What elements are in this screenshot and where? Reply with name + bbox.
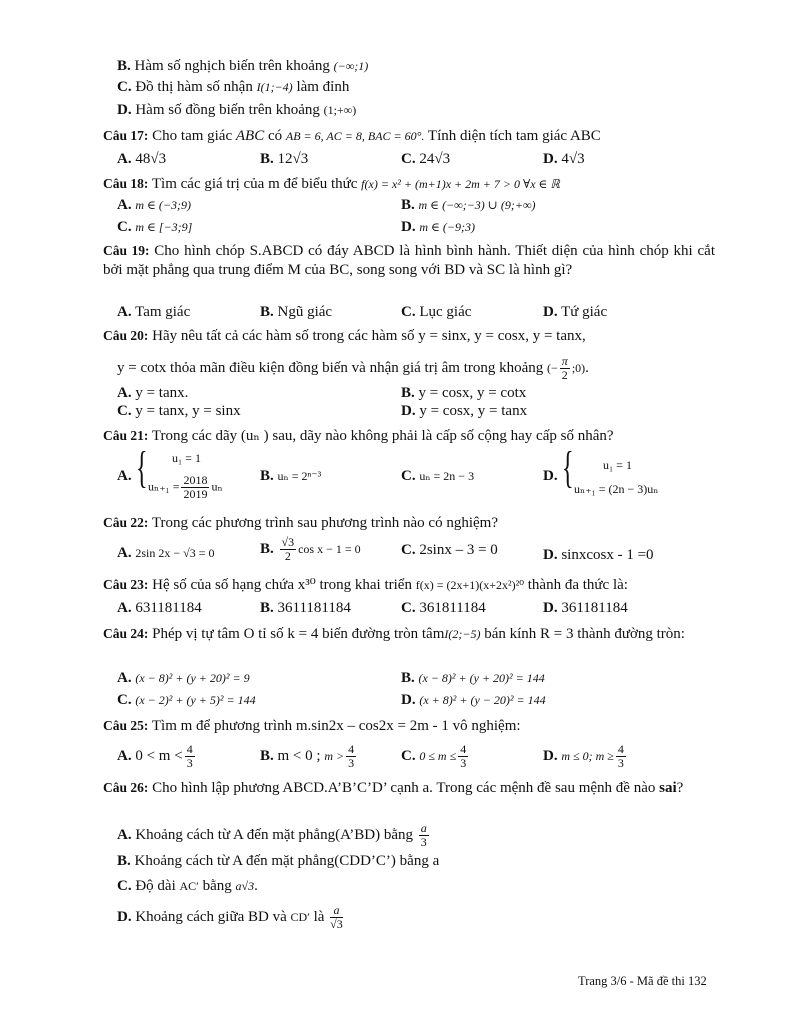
option-value: 24√3 xyxy=(419,151,451,167)
option-d xyxy=(543,150,585,168)
option-label: A. xyxy=(117,747,132,764)
system-line-2: uₙ₊₁ = (2n − 3)uₙ xyxy=(574,482,659,496)
question-math: f(x) = x² + (m+1)x + 2m + 7 > 0 ∀x ∈ ℝ xyxy=(361,177,560,191)
option-label: B. xyxy=(401,670,415,686)
option-label: B. xyxy=(401,197,415,213)
option-value: y = tanx. xyxy=(135,385,189,401)
option-value: 2sinx – 3 = 0 xyxy=(419,542,498,558)
question-18 xyxy=(103,175,560,193)
option-label: B. xyxy=(117,853,131,869)
fraction xyxy=(616,743,626,770)
option-c xyxy=(401,743,470,770)
option-value: 631181184 xyxy=(135,600,202,616)
question-26 xyxy=(103,778,715,798)
option-label: C. xyxy=(117,219,132,235)
option-c xyxy=(117,402,241,420)
question-math: ABC xyxy=(235,128,265,144)
option-label: A. xyxy=(117,151,132,167)
option-value: (x − 8)² + (y + 20)² = 144 xyxy=(418,671,545,685)
option-a xyxy=(117,599,202,617)
option-label: D. xyxy=(543,151,558,167)
option-value: uₙ = 2ⁿ⁻³ xyxy=(277,469,322,483)
fraction-denominator: 2 xyxy=(561,368,568,382)
option-c xyxy=(401,467,474,485)
option-a xyxy=(117,544,214,562)
fraction-denominator: 3 xyxy=(420,835,427,849)
option-label: C. xyxy=(117,878,132,894)
option-label: A. xyxy=(117,468,132,484)
option-text: bằng xyxy=(202,878,232,894)
question-text: bán kính R = 3 thành đường tròn: xyxy=(484,626,685,642)
fraction xyxy=(458,743,468,770)
fraction-numerator: 4 xyxy=(460,742,467,756)
fraction xyxy=(181,474,209,501)
fraction xyxy=(280,536,297,563)
option-label: D. xyxy=(543,747,558,764)
option-label: A. xyxy=(117,197,132,213)
recurrence-rhs: uₙ xyxy=(211,479,223,494)
option-label: D. xyxy=(543,600,558,616)
option-label: B. xyxy=(260,468,274,484)
option-label: D. xyxy=(117,102,132,118)
option-c xyxy=(117,218,192,236)
option-label: C. xyxy=(401,747,416,764)
recurrence-lhs: uₙ₊₁ = xyxy=(148,479,180,494)
option-b xyxy=(260,150,308,168)
option-d xyxy=(401,402,527,420)
question-text: thành đa thức là: xyxy=(527,577,628,593)
option-a xyxy=(117,150,166,168)
question-text: có xyxy=(267,128,283,144)
option-b xyxy=(401,384,526,402)
option-c-prev xyxy=(117,78,349,96)
option-label: B. xyxy=(260,304,274,320)
question-label: Câu 21: xyxy=(103,428,149,443)
option-value: 361181184 xyxy=(561,600,628,616)
option-value: 48√3 xyxy=(135,151,167,167)
option-text: Đồ thị hàm số nhận xyxy=(135,79,253,95)
fraction xyxy=(346,743,356,770)
fraction-numerator: a xyxy=(420,821,427,835)
option-label: C. xyxy=(117,403,132,419)
option-text: Hàm số đồng biến trên khoảng xyxy=(135,102,320,118)
option-after: làm đỉnh xyxy=(296,79,350,95)
system-line-2 xyxy=(148,474,223,501)
option-c xyxy=(401,599,486,617)
period: . xyxy=(585,359,589,376)
question-text: Hệ số của số hạng chứa x³⁰ trong khai triển xyxy=(152,577,412,593)
question-25 xyxy=(103,717,521,735)
option-math: (−∞;1) xyxy=(333,59,369,73)
fraction-denominator: 3 xyxy=(460,756,467,770)
question-21 xyxy=(103,427,614,445)
option-value: (x − 2)² + (y + 5)² = 144 xyxy=(135,693,256,707)
system-line-1: u₁ = 1 xyxy=(603,458,632,472)
option-a xyxy=(117,669,250,687)
option-label: D. xyxy=(401,403,416,419)
option-c xyxy=(401,150,450,168)
option-value: Ngũ giác xyxy=(277,304,333,320)
question-text: Phép vị tự tâm O tỉ số k = 4 biến đường tròn tâm xyxy=(152,626,445,642)
option-b-prev xyxy=(117,57,368,75)
question-text: Cho hình lập phương ABCD.A’B’C’D’ cạnh a. Trong các mệnh đề sau mệnh đề nào xyxy=(152,780,656,796)
option-value: m ∈ [−3;9] xyxy=(135,220,193,234)
option-value: y = tanx, y = sinx xyxy=(135,403,241,419)
option-a xyxy=(117,467,132,485)
option-value: (x + 8)² + (y − 20)² = 144 xyxy=(419,693,546,707)
option-value: 12√3 xyxy=(277,151,309,167)
question-17 xyxy=(103,127,601,145)
option-label: D. xyxy=(117,908,132,925)
option-label: D. xyxy=(543,304,558,320)
option-value: uₙ = 2n − 3 xyxy=(419,469,475,483)
question-label: Câu 26: xyxy=(103,780,149,795)
question-text: Tính diện tích tam giác ABC xyxy=(427,128,601,144)
question-20 xyxy=(103,327,586,345)
option-d xyxy=(401,691,546,709)
option-label: B. xyxy=(260,600,274,616)
fraction-numerator: 4 xyxy=(186,742,193,756)
fraction-denominator: 3 xyxy=(617,756,624,770)
option-math: (1;+∞) xyxy=(323,103,357,117)
option-value: m ≤ 0; m ≥ xyxy=(561,748,614,763)
option-math: a√3 xyxy=(235,879,255,893)
option-label: C. xyxy=(401,304,416,320)
question-label: Câu 19: xyxy=(103,243,150,258)
question-label: Câu 18: xyxy=(103,176,149,191)
question-math: I(2;−5) xyxy=(444,627,481,641)
option-b xyxy=(401,669,545,687)
option-a xyxy=(117,196,191,214)
option-b xyxy=(401,196,536,214)
fraction xyxy=(185,743,195,770)
option-value: m ∈ (−∞;−3) ∪ (9;+∞) xyxy=(418,198,536,212)
fraction-numerator: 2018 xyxy=(183,473,208,487)
option-label: D. xyxy=(401,692,416,708)
option-value: m > xyxy=(324,748,345,763)
question-emphasis: sai xyxy=(659,780,677,796)
option-value: 361811184 xyxy=(419,600,486,616)
option-value: 3611181184 xyxy=(277,600,351,616)
question-math: AB = 6, AC = 8, BAC = 60°. xyxy=(285,129,425,143)
option-a xyxy=(117,822,431,849)
period: . xyxy=(254,878,258,894)
option-label: B. xyxy=(260,151,274,167)
pi-half-fraction xyxy=(560,355,570,382)
option-value: 2sin 2x − √3 = 0 xyxy=(135,546,215,560)
option-d-prev xyxy=(117,101,356,119)
question-22 xyxy=(103,514,498,532)
question-label: Câu 24: xyxy=(103,626,149,641)
option-text: Khoảng cách từ A đến mặt phẳng(CDD’C’) bằng xyxy=(134,853,429,869)
interval-close: ;0) xyxy=(571,360,586,375)
option-c xyxy=(117,877,258,895)
question-text: Trong các dãy (uₙ ) sau, dãy nào không phải là cấp số cộng hay cấp số nhân? xyxy=(151,428,614,444)
option-value: Tam giác xyxy=(135,304,191,320)
option-value: 0 < m < xyxy=(135,747,183,764)
fraction-denominator: 2019 xyxy=(183,487,208,501)
option-label: C. xyxy=(117,692,132,708)
question-label: Câu 22: xyxy=(103,515,149,530)
option-label: A. xyxy=(117,545,132,561)
option-label: A. xyxy=(117,670,132,686)
option-math: a xyxy=(432,853,440,869)
system-line-1: u₁ = 1 xyxy=(172,451,201,465)
question-20-line2 xyxy=(117,355,589,382)
fraction-numerator: √3 xyxy=(281,535,295,549)
option-value: y = cosx, y = tanx xyxy=(419,403,528,419)
option-label: A. xyxy=(117,826,132,843)
option-d xyxy=(543,303,607,321)
option-d xyxy=(543,467,558,485)
option-a xyxy=(117,303,190,321)
option-label: B. xyxy=(401,385,415,401)
option-label: D. xyxy=(401,219,416,235)
option-label: C. xyxy=(117,79,132,95)
question-text: Cho tam giác xyxy=(152,128,233,144)
fraction-denominator: 2 xyxy=(284,549,291,563)
option-b xyxy=(260,536,361,563)
option-label: D. xyxy=(543,547,558,563)
option-d xyxy=(543,743,628,770)
question-label: Câu 20: xyxy=(103,328,149,343)
option-value: Tứ giác xyxy=(561,304,608,320)
option-value: 0 ≤ m ≤ xyxy=(419,748,457,763)
option-label: D. xyxy=(543,468,558,484)
question-text: y = cotx thỏa mãn điều kiện đồng biến và nhận giá trị âm trong khoảng xyxy=(117,359,544,376)
option-value: m < 0 ; xyxy=(277,747,321,764)
fraction-numerator: 4 xyxy=(617,742,624,756)
option-b xyxy=(117,852,439,870)
system-brace: { xyxy=(562,443,574,492)
question-text: Hãy nêu tất cả các hàm số trong các hàm số y = sinx, y = cosx, y = tanx, xyxy=(152,328,586,344)
option-a xyxy=(117,384,188,402)
option-d xyxy=(543,599,628,617)
option-b xyxy=(260,467,321,485)
fraction-denominator: √3 xyxy=(330,917,343,931)
question-label: Câu 23: xyxy=(103,577,149,592)
fraction-denominator: 3 xyxy=(186,756,193,770)
option-c xyxy=(401,303,471,321)
page-footer: Trang 3/6 - Mã đề thi 132 xyxy=(578,974,707,988)
fraction xyxy=(330,904,343,931)
option-math: I(1;−4) xyxy=(256,80,293,94)
fraction-numerator: π xyxy=(561,354,568,368)
option-value: m ∈ (−3;9) xyxy=(135,198,191,212)
question-24 xyxy=(103,624,715,644)
option-d xyxy=(543,546,654,564)
option-label: C. xyxy=(401,151,416,167)
option-c xyxy=(117,691,256,709)
fraction-numerator: 4 xyxy=(348,742,355,756)
option-math: CD′ xyxy=(290,909,310,924)
option-math: AC′ xyxy=(179,879,199,893)
option-text: Khoảng cách từ A đến mặt phẳng(A’BD) bằng xyxy=(135,826,413,843)
option-label: C. xyxy=(401,468,416,484)
option-value: 4√3 xyxy=(561,151,585,167)
fraction-denominator: 3 xyxy=(348,756,355,770)
question-text: Cho hình chóp S.ABCD có đáy ABCD là hình bình hành. Thiết diện của hình chóp khi cắt bởi mặt phẳng qua trung điểm M của BC, song song với BD và SC là hình gì? xyxy=(103,243,716,278)
option-d xyxy=(117,904,345,931)
option-value: cos x − 1 = 0 xyxy=(298,541,361,556)
option-value: Lục giác xyxy=(419,304,472,320)
question-23 xyxy=(103,576,628,594)
question-math: f(x) = (2x+1)(x+2x²)²⁰ xyxy=(415,578,524,592)
option-value: sinxcosx - 1 =0 xyxy=(561,547,654,563)
option-value: (x − 8)² + (y + 20)² = 9 xyxy=(135,671,250,685)
option-label: B. xyxy=(260,747,274,764)
option-text: Hàm số nghịch biến trên khoảng xyxy=(134,58,330,74)
option-text: là xyxy=(313,908,325,925)
option-label: A. xyxy=(117,385,132,401)
question-text: Trong các phương trình sau phương trình nào có nghiệm? xyxy=(151,515,498,531)
option-a xyxy=(117,743,197,770)
interval-open: (− xyxy=(547,360,558,375)
option-label: B. xyxy=(117,58,131,74)
question-19 xyxy=(103,241,715,280)
question-mark: ? xyxy=(676,780,684,796)
option-label: A. xyxy=(117,600,132,616)
option-label: C. xyxy=(401,600,416,616)
option-c xyxy=(401,541,498,559)
option-b xyxy=(260,743,358,770)
question-label: Câu 17: xyxy=(103,128,149,143)
option-b xyxy=(260,303,332,321)
system-brace: { xyxy=(136,443,148,492)
option-b xyxy=(260,599,351,617)
fraction xyxy=(419,822,429,849)
option-label: B. xyxy=(260,540,274,557)
option-label: C. xyxy=(401,542,416,558)
question-label: Câu 25: xyxy=(103,718,149,733)
option-text: Độ dài xyxy=(135,878,176,894)
option-label: A. xyxy=(117,304,132,320)
fraction-numerator: a xyxy=(330,904,343,918)
option-text: Khoảng cách giữa BD và xyxy=(135,908,287,925)
option-value: m ∈ (−9;3) xyxy=(419,220,475,234)
option-value: y = cosx, y = cotx xyxy=(418,385,527,401)
option-d xyxy=(401,218,475,236)
question-text: Tìm m để phương trình m.sin2x – cos2x = 2m - 1 vô nghiệm: xyxy=(151,718,521,734)
question-text: Tìm các giá trị của m để biểu thức xyxy=(151,176,358,192)
